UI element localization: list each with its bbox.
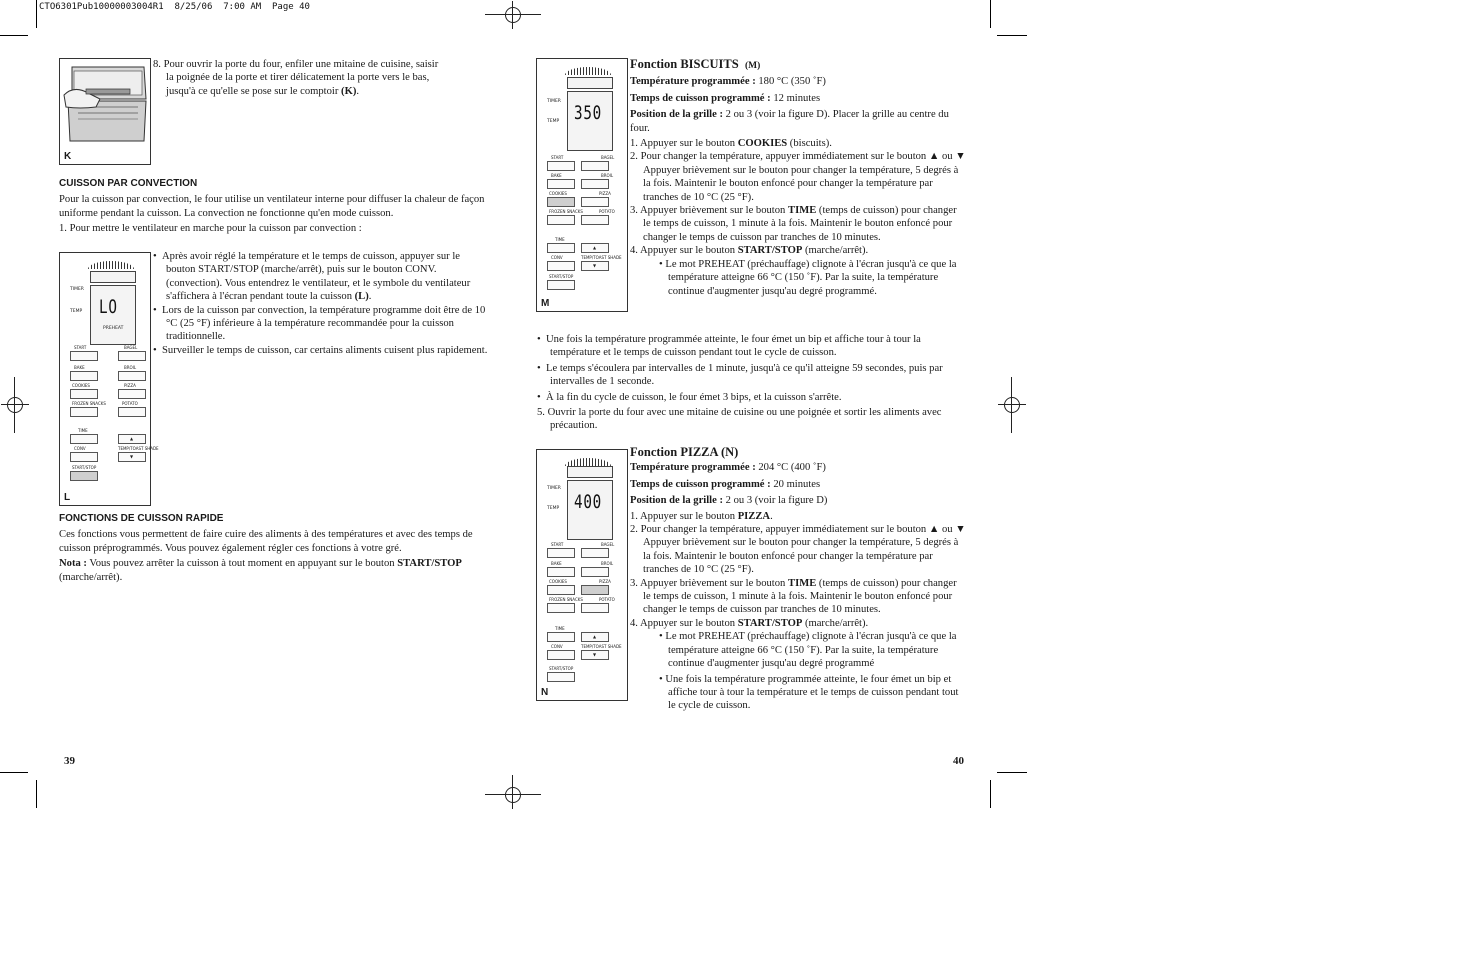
setting-line: Position de la grille : 2 ou 3 (voir la figure D)	[630, 495, 828, 507]
figure-label: N	[541, 687, 549, 698]
step-item: 2. Pour changer la température, appuyer immédiatement sur le bouton ▲ ou ▼ Appuyer brièvement sur le bouton pour changer la température, 5 degrés à la fois. Maintenir le bouton enfoncé pour changer la température par tranches de 10 °C (25 °F).	[630, 151, 966, 203]
lcd-reading: 400	[574, 491, 602, 513]
pizza-section	[630, 446, 966, 713]
temp-up-button[interactable]	[581, 243, 609, 253]
timer-label: TIMER	[547, 99, 561, 104]
arrow-down-icon: ▼	[593, 263, 597, 268]
step-8-text: 8. Pour ouvrir la porte du four, enfiler une mitaine de cuisine, saisir la poignée de la porte et tirer délicatement la porte vers le bas, jusqu'à ce qu'elle se pose sur le comptoir (K).	[153, 59, 439, 97]
bullet-item: • Le temps s'écoulera par intervalles de 1 minute, jusqu'à ce qu'il atteigne 59 secondes, puis par intervalles de 1 seconde.	[537, 362, 943, 388]
crop-mark	[997, 35, 1027, 36]
setting-line: Position de la grille : 2 ou 3 (voir la figure D). Placer la grille au centre du four.	[630, 109, 949, 134]
step-item: 3. Appuyer brièvement sur le bouton TIME (temps de cuisson) pour changer le temps de cuisson, 1 minute à la fois. Maintenir le bouton enfoncé pour changer le temps de cuisson par tranches de 10 minutes.	[630, 577, 957, 616]
lcd-display: LO PREHEAT	[90, 285, 136, 345]
broil-button[interactable]	[581, 179, 609, 189]
page-number-right: 40	[953, 755, 964, 767]
arrow-down-icon: ▼	[130, 454, 134, 459]
step-item: 4. Appuyer sur le bouton START/STOP (marche/arrêt).	[630, 245, 869, 257]
convection-bullets	[153, 250, 489, 357]
note-paragraph: Nota : Vous pouvez arrêter la cuisson à tout moment en appuyant sur le bouton START/STOP (marche/arrêt).	[59, 558, 462, 583]
start-stop-button[interactable]	[70, 471, 98, 481]
time-button[interactable]	[70, 434, 98, 444]
arrow-up-icon: ▲	[130, 436, 134, 441]
step-item: 4. Appuyer sur le bouton START/STOP (marche/arrêt).	[630, 617, 869, 629]
temp-up-button[interactable]	[581, 632, 609, 642]
pizza-button[interactable]	[118, 389, 146, 399]
figure-label: M	[541, 298, 550, 309]
bullet-item: • Après avoir réglé la température et le temps de cuisson, appuyer sur le bouton START/STOP (marche/arrêt), puis sur le bouton CONV. (convection). Vous entendrez le ventilateur, et le symbole du ventilateur s'affichera à l'écran pendant toute la cuisson (L).	[153, 251, 471, 303]
figure-label: K	[64, 151, 72, 162]
potato-button[interactable]	[581, 603, 609, 613]
section-title: FONCTIONS DE CUISSON RAPIDE	[59, 513, 224, 524]
temp-down-button[interactable]	[118, 452, 146, 462]
display-window	[567, 466, 613, 478]
temperature-dial	[565, 458, 611, 466]
time-button[interactable]	[547, 632, 575, 642]
start-stop-button[interactable]	[547, 672, 575, 682]
biscuits-bullets	[537, 333, 969, 433]
start-button[interactable]	[547, 161, 575, 171]
print-header: CTO6301Pub10000003004R1 8/25/06 7:00 AM Page 40	[39, 2, 310, 12]
oven-door-illustration	[60, 59, 150, 164]
sub-bullet: • Le mot PREHEAT (préchauffage) clignote à l'écran jusqu'à ce que la température atteigne 66 °C (150 ˚F). Par la suite, la température continue d'augmenter jusqu'au degré programmé.	[659, 258, 957, 297]
section-title: CUISSON PAR CONVECTION	[59, 178, 198, 189]
registration-mark	[998, 391, 1026, 419]
start-stop-button[interactable]	[547, 280, 575, 290]
cookies-button[interactable]	[547, 585, 575, 595]
setting-line: Température programmée : 180 °C (350 ˚F)	[630, 76, 826, 88]
broil-button[interactable]	[581, 567, 609, 577]
figure-label: L	[64, 492, 71, 503]
lcd-display	[567, 480, 613, 540]
temp-label: TEMP	[547, 119, 560, 124]
paragraph: Pour la cuisson par convection, le four utilise un ventilateur interne pour diffuser la chaleur de façon uniforme pendant la cuisson. La convection ne fonctionne qu'en mode cuisson.	[59, 194, 485, 219]
bake-button[interactable]	[547, 567, 575, 577]
setting-line: Temps de cuisson programmé : 12 minutes	[630, 92, 821, 104]
sub-bullet: • Le mot PREHEAT (préchauffage) clignote à l'écran jusqu'à ce que la température atteigne 66 °C (150 ˚F). Par la suite, la température continue d'augmenter jusqu'au degré programmé	[659, 631, 957, 670]
bullet-item: • Surveiller le temps de cuisson, car certains aliments cuisent plus rapidement.	[153, 344, 488, 356]
biscuits-section	[630, 58, 966, 298]
lcd-display	[567, 91, 613, 151]
setting-line: Température programmée : 204 °C (400 ˚F)	[630, 462, 826, 474]
step-item: 2. Pour changer la température, appuyer immédiatement sur le bouton ▲ ou ▼ Appuyer brièvement sur le bouton pour changer la température, 5 degrés à la fois. Maintenir le bouton enfoncé pour changer la température par tranches de 10 °C (25 °F).	[630, 524, 966, 576]
conv-button[interactable]	[547, 261, 575, 271]
crop-mark	[0, 772, 28, 773]
crop-mark	[0, 35, 28, 36]
temp-down-button[interactable]	[581, 261, 609, 271]
setting-line: Temps de cuisson programmé : 20 minutes	[630, 478, 821, 490]
step-item: 3. Appuyer brièvement sur le bouton TIME (temps de cuisson) pour changer le temps de cuisson, 1 minute à la fois. Maintenir le bouton enfoncé pour changer le temps de cuisson par tranches de 10 minutes.	[630, 205, 957, 243]
temp-up-button[interactable]	[118, 434, 146, 444]
bake-button[interactable]	[547, 179, 575, 189]
section-title: Fonction PIZZA (N)	[630, 445, 739, 459]
step-item: 1. Pour mettre le ventilateur en marche pour la cuisson par convection :	[59, 223, 362, 235]
figure-m-control-panel: 350 TIMER TEMP START BAGEL BAKE BROIL COOKIES PIZZA FROZEN SNACKS POTATO TIME ▲ CONV TEMP/TOAST SHADE ▼ START/STOP M	[536, 58, 628, 312]
convection-section	[59, 177, 489, 236]
broil-button[interactable]	[118, 371, 146, 381]
step-item: 1. Appuyer sur le bouton COOKIES (biscuits).	[630, 138, 832, 150]
start-button[interactable]	[70, 351, 98, 361]
sub-bullet: • Une fois la température programmée atteinte, le four émet un bip et affiche tour à tour la température et le temps de cuisson pendant tout le cycle de cuisson.	[659, 673, 959, 712]
pizza-button[interactable]	[581, 585, 609, 595]
crop-mark	[36, 780, 37, 808]
pizza-button[interactable]	[581, 197, 609, 207]
time-button[interactable]	[547, 243, 575, 253]
bake-button[interactable]	[70, 371, 98, 381]
arrow-up-icon: ▲	[593, 634, 597, 639]
display-window	[567, 77, 613, 89]
registration-mark	[1, 391, 29, 419]
conv-button[interactable]	[70, 452, 98, 462]
lcd-reading: LO	[99, 296, 118, 318]
crop-mark	[990, 0, 991, 28]
bullet-item: • Lors de la cuisson par convection, la température programme doit être de 10 °C (25 °F) inférieure à la température recommandée pour la cuisson traditionnelle.	[153, 304, 486, 343]
timer-label: TIMER	[547, 486, 561, 491]
bagel-button[interactable]	[118, 351, 146, 361]
cookies-button[interactable]	[547, 197, 575, 207]
arrow-up-icon: ▲	[593, 245, 597, 250]
temperature-dial	[88, 261, 134, 269]
figure-l-control-panel: LO PREHEAT TIMER TEMP START BAGEL BAKE BROIL COOKIES PIZZA FROZEN SNACKS POTATO TIME ▲ CONV TEMP/TOAST SHADE ▼ START/STOP L	[59, 252, 151, 506]
bullet-item: • Une fois la température programmée atteinte, le four émet un bip et affiche tour à tour la température et le temps de cuisson pendant tout le cycle de cuisson.	[537, 334, 921, 359]
temp-label: TEMP	[547, 506, 560, 511]
bullet-item: • À la fin du cycle de cuisson, le four émet 3 bips, et la cuisson s'arrête.	[537, 391, 842, 403]
step-item: 1. Appuyer sur le bouton PIZZA.	[630, 510, 773, 522]
section-title: Fonction BISCUITS (M)	[630, 57, 761, 71]
lcd-reading: 350	[574, 102, 602, 124]
start-button[interactable]	[547, 548, 575, 558]
crop-mark	[997, 772, 1027, 773]
paragraph: Ces fonctions vous permettent de faire cuire des aliments à des températures et avec des temps de cuisson préprogrammés. Vous pouvez également régler ces fonctions à votre gré.	[59, 529, 473, 554]
potato-button[interactable]	[581, 215, 609, 225]
step-item: 5. Ouvrir la porte du four avec une mitaine de cuisine ou une poignée et sortir les aliments avec précaution.	[537, 407, 942, 432]
frozen-snacks-button[interactable]	[547, 603, 575, 613]
frozen-snacks-button[interactable]	[70, 407, 98, 417]
figure-k-oven-door	[59, 58, 151, 165]
registration-mark	[499, 1, 527, 29]
temperature-dial	[565, 67, 611, 75]
frozen-snacks-button[interactable]	[547, 215, 575, 225]
rapid-cooking-section	[59, 512, 477, 584]
page-number-left: 39	[64, 755, 75, 767]
temp-label: TEMP	[70, 309, 83, 314]
arrow-down-icon: ▼	[593, 652, 597, 657]
bagel-button[interactable]	[581, 161, 609, 171]
cookies-button[interactable]	[70, 389, 98, 399]
figure-n-control-panel: 400 TIMER TEMP START BAGEL BAKE BROIL COOKIES PIZZA FROZEN SNACKS POTATO TIME ▲ CONV TEMP/TOAST SHADE ▼ START/STOP N	[536, 449, 628, 701]
crop-mark	[990, 780, 991, 808]
conv-button[interactable]	[547, 650, 575, 660]
timer-label: TIMER	[70, 287, 84, 292]
display-window	[90, 271, 136, 283]
bagel-button[interactable]	[581, 548, 609, 558]
temp-down-button[interactable]	[581, 650, 609, 660]
crop-mark	[36, 0, 37, 28]
potato-button[interactable]	[118, 407, 146, 417]
registration-mark	[499, 781, 527, 809]
